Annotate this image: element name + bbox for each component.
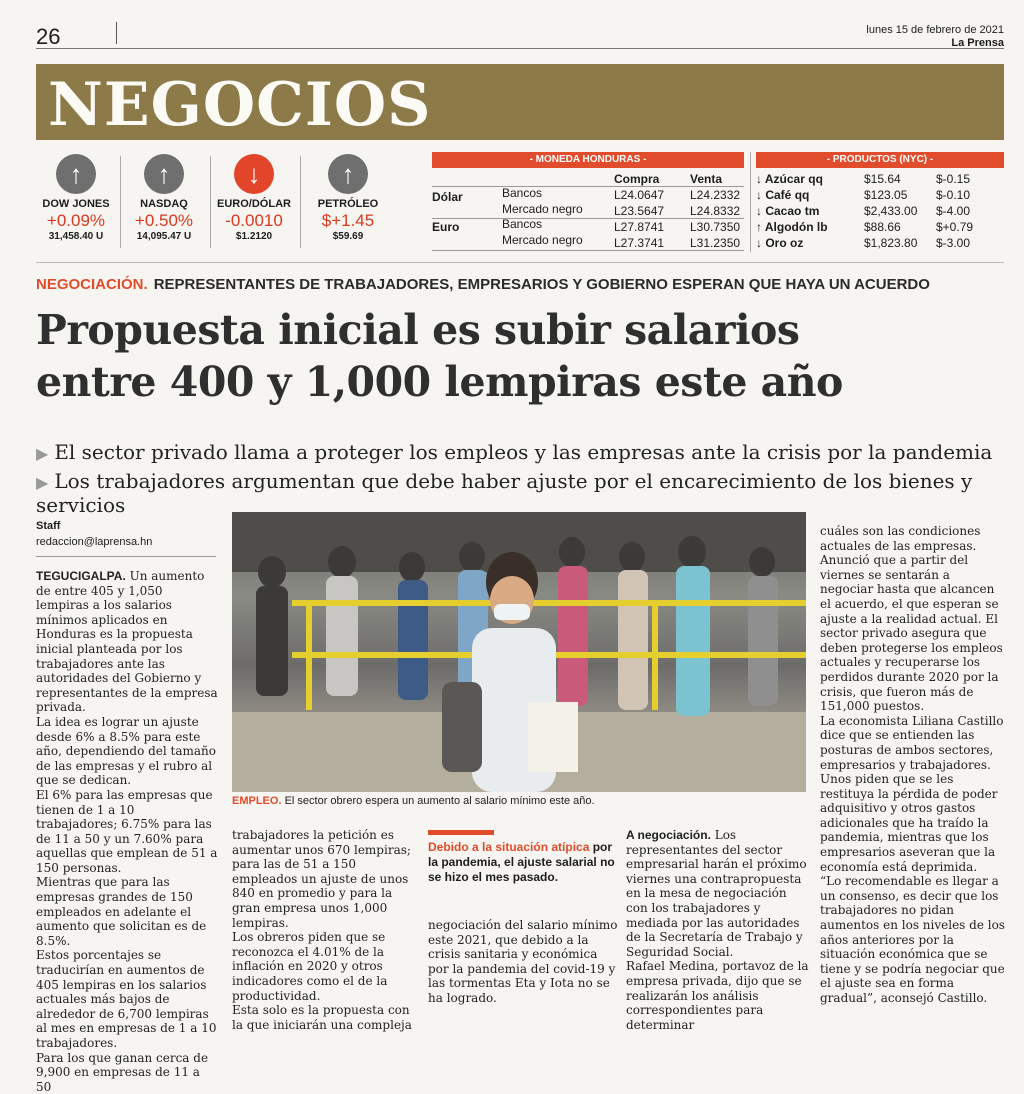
table-divider <box>750 152 751 252</box>
indicator-divider <box>300 156 301 248</box>
product-arrow-icon: ↑ <box>756 220 762 234</box>
indicator-value: 14,095.47 U <box>136 231 192 242</box>
currency-type: Bancos <box>502 217 543 231</box>
indicator-change: -0.0010 <box>225 211 283 230</box>
article-column-5 <box>820 524 1006 1006</box>
product-change: $-0.15 <box>936 172 971 186</box>
product-name: ↑ Algodón lb <box>756 220 828 234</box>
news-photo <box>232 512 806 792</box>
indicator-dow-jones <box>30 154 122 242</box>
product-price: $2,433.00 <box>864 204 918 218</box>
paragraph: “Lo recomendable es llegar a un consenso, es decir que los trabajadores no pidan aumentos en los niveles de los años anteriores por la situación económica que se tiene y se podría negociar que el ajuste sea en forma gradual”, aconsejó Castillo. <box>820 874 1005 1005</box>
paragraph: La idea es lograr un ajuste desde 6% a 8.5% para este año, dependiendo del tamaño de las empresas y el rubro al que se dedican. <box>36 714 216 788</box>
currency-table-title: - MONEDA HONDURAS - <box>432 152 744 168</box>
indicator-name: EURO/DÓLAR <box>217 198 291 210</box>
paragraph: cuáles son las condiciones actuales de las empresas. <box>820 524 981 553</box>
currency-buy: L27.8741 <box>614 220 665 234</box>
currency-sell: L31.2350 <box>690 236 741 250</box>
product-arrow-icon: ↓ <box>756 236 762 250</box>
product-name: ↓ Oro oz <box>756 236 804 250</box>
currency-type: Mercado negro <box>502 233 583 247</box>
paragraph: trabajadores la petición es aumentar unos 670 lempiras; para las de 51 a 150 empleados un ajuste de unos 840 en promedio y para la gran empresa unos 1,000 lempiras. <box>232 828 411 930</box>
article-column-3 <box>428 918 618 1006</box>
indicator-name: DOW JONES <box>42 198 110 210</box>
product-name: ↓ Cacao tm <box>756 204 820 218</box>
paragraph: Rafael Medina, portavoz de la empresa privada, dijo que se realizarán los análisis correspondientes para determinar <box>626 959 809 1032</box>
paragraph: Estos porcentajes se traducirían en aumentos de 405 lempiras en los salarios actuales más bajos de alrededor de 6,700 lempiras al mes en empresas de 1 a 10 trabajadores. <box>36 948 217 1050</box>
paragraph: Para los que ganan cerca de 9,900 en empresas de 11 a 50 <box>36 1050 209 1094</box>
summary-bullet-2: ▶ Los trabajadores argumentan que debe haber ajuste por el encarecimiento de los bienes y servicios <box>36 469 973 517</box>
article-column-1 <box>36 569 218 1094</box>
paper-name: La Prensa <box>951 37 1004 49</box>
paragraph: La economista Liliana Castillo dice que se entienden las posturas de ambos sectores, empresarios y trabajadores. Unos piden que se les restituya la pérdida de poder adquisitivo y otros gastos adicionales que ha traído la pandemia, mientras que los empresarios aseveran que la economía está deprimida. <box>820 713 1004 874</box>
kicker-subtitle: REPRESENTANTES DE TRABAJADORES, EMPRESARIOS Y GOBIERNO ESPERAN QUE HAYA UN ACUERDO <box>153 276 930 293</box>
product-arrow-icon: ↓ <box>756 188 762 202</box>
paragraph: Anunció que a partir del viernes se sentarán a negociar hasta que alcancen el acuerdo, el que esperan se ajuste a la realidad actual. El sector privado asegura que deben protegerse los empleos actuales y recuperarse los perdidos durante 2020 por la crisis, que fueron más de 151,000 puestos. <box>820 553 1003 714</box>
byline <box>36 518 152 550</box>
arrow-up-icon: ↑ <box>56 154 96 194</box>
indicator-change: +0.50% <box>134 211 194 230</box>
pull-quote-highlight: Debido a la situación atípica <box>428 840 590 854</box>
indicator-euro-dolar <box>208 154 300 242</box>
header-divider <box>116 22 117 44</box>
caption-kicker: EMPLEO. <box>232 795 282 807</box>
currency-buy: L24.0647 <box>614 188 665 202</box>
headline-line-1: Propuesta inicial es subir salarios <box>36 306 800 354</box>
paragraph: El 6% para las empresas que tienen de 1 a 10 trabajadores; 6.75% para las de 11 a 50 y un 7.60% para aquellas que emplean de 51 a 150 personas. <box>36 787 218 875</box>
pull-quote-text: por la pandemia, el ajuste salarial no se hizo el mes pasado. <box>428 840 615 884</box>
currency-rule <box>432 250 744 251</box>
pull-quote <box>428 840 618 885</box>
arrow-up-icon: ↑ <box>144 154 184 194</box>
subhead: A negociación. <box>626 828 711 842</box>
paragraph: Esta solo es la propuesta con la que iniciarán una compleja <box>232 1003 412 1032</box>
currency-type: Bancos <box>502 186 543 200</box>
currency-buy: L23.5647 <box>614 204 665 218</box>
article-column-2 <box>232 828 414 1032</box>
page-number: 26 <box>36 24 61 49</box>
dateline: TEGUCIGALPA. <box>36 569 126 583</box>
section-banner <box>36 64 1004 140</box>
product-change: $+0.79 <box>936 220 974 234</box>
pull-quote-bar <box>428 830 494 835</box>
indicator-value: $1.2120 <box>235 231 273 242</box>
section-rule <box>36 262 1004 263</box>
product-price: $15.64 <box>864 172 901 186</box>
product-arrow-icon: ↓ <box>756 204 762 218</box>
indicator-petroleo <box>302 154 394 242</box>
product-price: $88.66 <box>864 220 901 234</box>
headline <box>36 304 1016 408</box>
indicator-change: +0.09% <box>46 211 106 230</box>
indicator-value: $59.69 <box>332 231 364 242</box>
byline-author: Staff <box>36 520 61 532</box>
header-date-block <box>866 24 1004 50</box>
paragraph: Mientras que para las empresas grandes de 150 empleados en adelante el aumento que solicitan es de 8.5%. <box>36 875 207 948</box>
currency-buy: L27.3741 <box>614 236 665 250</box>
indicator-name: PETRÓLEO <box>317 198 379 210</box>
indicator-name: NASDAQ <box>140 198 188 210</box>
currency-type: Mercado negro <box>502 202 583 216</box>
currency-rule <box>432 186 744 187</box>
paragraph: TEGUCIGALPA. Un aumento de entre 405 y 1,050 lempiras a los salarios mínimos aplicados en Honduras es la propuesta inicial planteada por los trabajadores ante las autoridades del Gobierno y representantes de la empresa privada. <box>36 569 218 715</box>
product-change: $-4.00 <box>936 204 971 218</box>
currency-sell: L30.7350 <box>690 220 741 234</box>
currency-sell: L24.8332 <box>690 204 741 218</box>
product-price: $1,823.80 <box>864 236 918 250</box>
indicator-change: $+1.45 <box>321 211 375 230</box>
product-arrow-icon: ↓ <box>756 172 762 186</box>
paragraph: negociación del salario mínimo este 2021, que debido a la crisis sanitaria y económica por la pandemia del covid-19 y las tormentas Eta y Iota no se ha logrado. <box>428 918 618 1005</box>
article-column-4 <box>626 828 810 1032</box>
arrow-up-icon: ↑ <box>328 154 368 194</box>
product-change: $-0.10 <box>936 188 971 202</box>
arrow-down-icon: ↓ <box>234 154 274 194</box>
header-rule <box>36 48 1004 49</box>
header-date: lunes 15 de febrero de 2021 <box>866 24 1004 36</box>
section-title: NEGOCIOS <box>48 70 432 140</box>
byline-rule <box>36 556 216 557</box>
paragraph: Los obreros piden que se reconozca el 4.01% de la inflación en 2020 y otros indicadores como el de la productividad. <box>232 930 388 1003</box>
caption-text: El sector obrero espera un aumento al salario mínimo este año. <box>284 795 595 807</box>
crowd-photo-illustration <box>232 512 806 792</box>
triangle-bullet-icon: ▶ <box>36 444 49 463</box>
currency-rule <box>432 218 744 219</box>
product-price: $123.05 <box>864 188 908 202</box>
product-change: $-3.00 <box>936 236 971 250</box>
summary-bullet-1: ▶ El sector privado llama a proteger los empleos y las empresas ante la crisis por la pandemia <box>36 440 993 464</box>
article-kicker <box>36 276 930 293</box>
currency-name: Euro <box>432 220 460 234</box>
product-name: ↓ Café qq <box>756 188 810 202</box>
triangle-bullet-icon: ▶ <box>36 473 49 492</box>
currency-header-buy: Compra <box>614 172 660 186</box>
kicker-label: NEGOCIACIÓN. <box>36 276 148 293</box>
indicator-value: 31,458.40 U <box>48 231 104 242</box>
photo-caption <box>232 795 812 807</box>
product-name: ↓ Azúcar qq <box>756 172 823 186</box>
byline-email: redaccion@laprensa.hn <box>36 536 153 548</box>
currency-header-sell: Venta <box>690 172 723 186</box>
currency-name: Dólar <box>432 190 463 204</box>
headline-line-2: entre 400 y 1,000 lempiras este año <box>36 358 843 406</box>
indicator-nasdaq <box>118 154 210 242</box>
paragraph: A negociación. Los representantes del sector empresarial harán el próximo viernes una contrapropuesta en la mesa de negociación con los trabajadores y mediada por las autoridades de la Secretaría de Trabajo y Seguridad Social. <box>626 828 807 959</box>
currency-sell: L24.2332 <box>690 188 741 202</box>
products-table-title: - PRODUCTOS (NYC) - <box>756 152 1004 168</box>
